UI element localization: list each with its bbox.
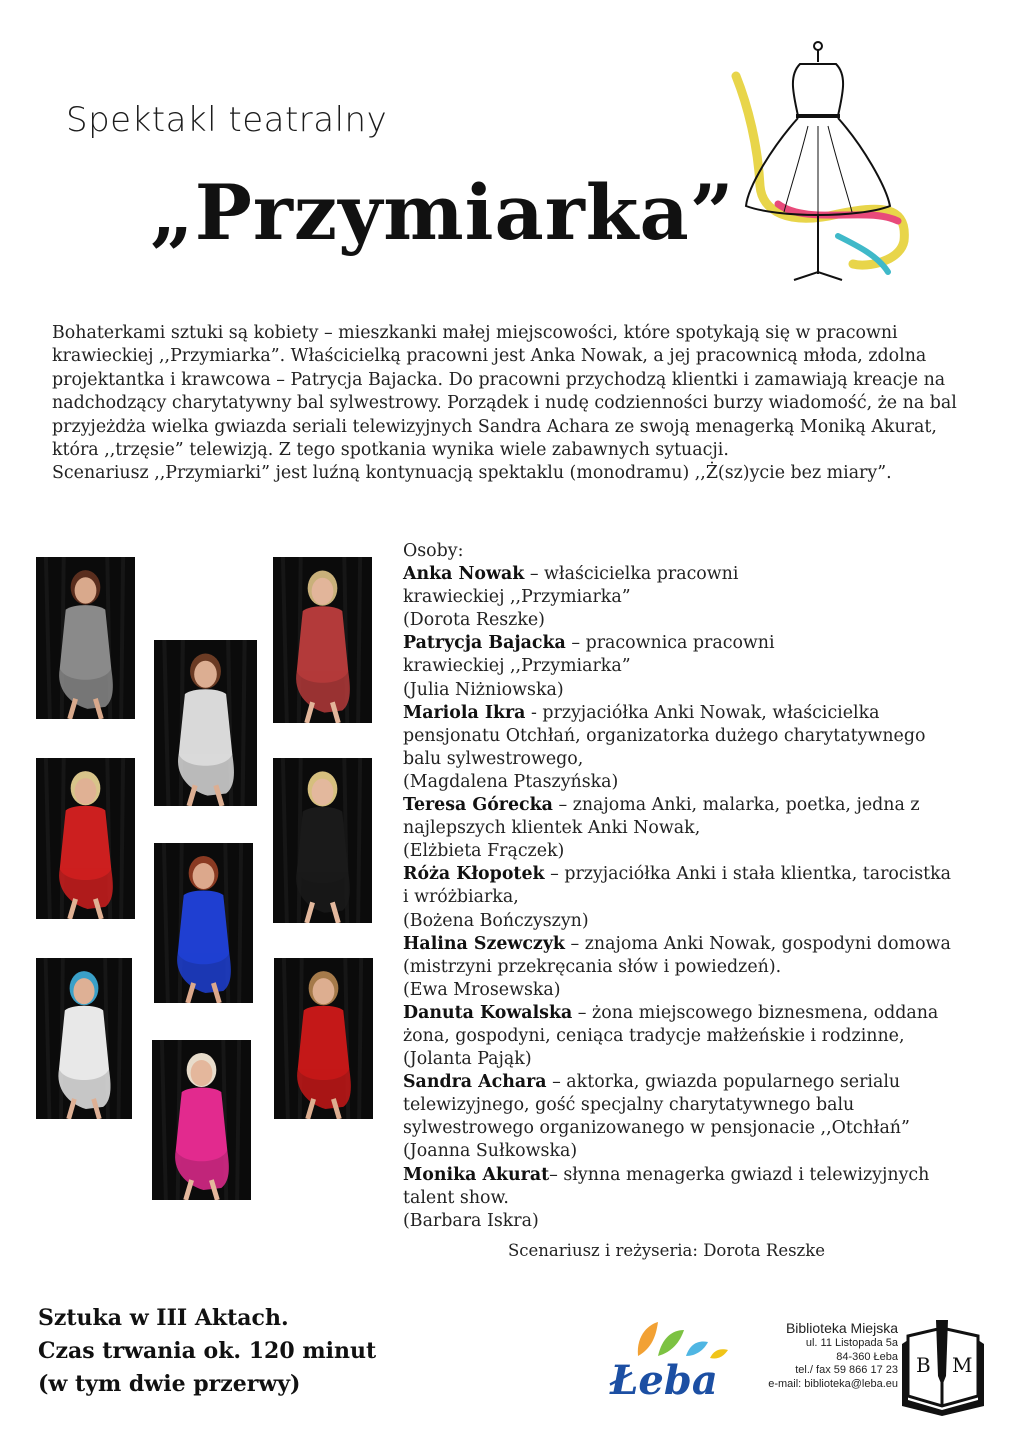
cast-photo-3	[154, 640, 257, 806]
dress-form-illustration	[718, 36, 918, 296]
cast-photo-1	[36, 557, 135, 719]
cast-role-description	[403, 1164, 983, 1210]
cast-actor: (Jolanta Pająk)	[403, 1049, 532, 1070]
cast-photo-4	[36, 758, 135, 919]
leba-logo-text: Łeba	[610, 1357, 718, 1404]
library-logo-letter-b: B	[916, 1353, 931, 1377]
cast-role-desc: – znajoma Anki Nowak, gospodyni domowa (mistrzyni przekręcania słów i powiedzeń).	[403, 933, 951, 977]
cast-role-name: Sandra Achara	[403, 1072, 547, 1093]
cast-photo-5	[273, 758, 372, 923]
cast-role-name: Mariola Ikra	[403, 702, 526, 723]
intermission-info: (w tym dwie przerwy)	[38, 1371, 301, 1397]
cast-role-desc: – przyjaciółka Anki i stała klientka, tarocistka i wróżbiarka,	[403, 864, 952, 908]
cast-role-desc: – aktorka, gwiazda popularnego serialu telewizyjnego, gość specjalny charytatywnego balu sylwestrowego organizowanego w pensjonacie ,,Otchłań”	[403, 1072, 910, 1139]
cast-role-desc: – słynna menagerka gwiazd i telewizyjnych talent show.	[403, 1164, 930, 1208]
leba-logo	[600, 1316, 760, 1404]
subtitle: Spektakl teatralny	[66, 100, 388, 140]
cast-role-description	[403, 794, 983, 840]
cast-photo-6	[154, 843, 253, 1003]
cast-role-description	[403, 933, 983, 979]
cast-role-name: Monika Akurat	[403, 1164, 550, 1185]
cast-role-description	[403, 632, 983, 678]
cast-role	[403, 563, 983, 632]
cast-photo-9	[152, 1040, 251, 1200]
cast-actor: (Magdalena Ptaszyńska)	[403, 771, 619, 792]
intro-paragraph-2: Scenariusz ,,Przymiarki” jest luźną kontynuacją spektaklu (monodramu) ,,Ż(sz)ycie bez miary”.	[52, 463, 892, 484]
cast-actor: (Barbara Iskra)	[403, 1210, 539, 1231]
cast-role-description	[403, 563, 983, 609]
cast-photo-2	[273, 557, 372, 723]
cast-role-desc: – właścicielka pracowni krawieckiej ,,Przymiarka”	[403, 564, 739, 608]
intro-paragraph-1: Bohaterkami sztuki są kobiety – mieszkanki małej miejscowości, które spotykają się w pracowni krawieckiej ,,Przymiarka”. Właścicielką pracowni jest Anka Nowak, a jej pracownicą młoda, zdolna projektantka i krawcowa – Patrycja Bajacka. Do pracowni przychodzą klientki i zamawiają kreacje na nadchodzący charytatywny bal sylwestrowy. Porządek i nudę codzienności burzy wiadomość, że na bal przyjeżdża wielka gwiazda seriali telewizyjnych Sandra Achara ze swoją menagerką Moniką Akurat, która ,,trzęsie” telewizją. Z tego spotkania wynika wiele zabawnych sytuacji.	[52, 323, 957, 461]
cast-role-desc: – znajoma Anki, malarka, poetka, jedna z najlepszych klientek Anki Nowak,	[403, 795, 920, 839]
cast-role-name: Róża Kłopotek	[403, 864, 545, 885]
cast-role-desc: – pracownica pracowni krawieckiej ,,Przymiarka”	[403, 633, 775, 677]
cast-role	[403, 1002, 983, 1071]
cast-photo-7	[36, 958, 132, 1119]
cast-role	[403, 933, 983, 1002]
library-address-city: 84-360 Łeba	[836, 1350, 898, 1363]
cast-role-name: Danuta Kowalska	[403, 1002, 573, 1023]
library-address-street: ul. 11 Listopada 5a	[805, 1337, 898, 1349]
library-bm-logo	[902, 1316, 984, 1416]
cast-roles	[403, 563, 983, 1233]
cast-role	[403, 632, 983, 701]
library-name: Biblioteka Miejska	[785, 1320, 898, 1336]
cast-list	[403, 540, 983, 1233]
cast-role	[403, 794, 983, 863]
duration-info: Czas trwania ok. 120 minut	[38, 1338, 377, 1364]
page-title: „Przymiarka”	[150, 168, 735, 257]
library-phone: tel./ fax 59 866 17 23	[795, 1364, 898, 1376]
cast-actor: (Dorota Reszke)	[403, 610, 545, 631]
cast-role-description	[403, 1071, 983, 1140]
library-email: e-mail: biblioteka@leba.eu	[768, 1377, 898, 1390]
cast-role-desc: - przyjaciółka Anki Nowak, właścicielka pensjonatu Otchłań, organizatorka dużego charytatywnego balu sylwestrowego,	[403, 702, 926, 769]
cast-role	[403, 702, 983, 794]
cast-role-desc: – żona miejscowego biznesmena, oddana żona, gospodyni, ceniąca tradycje małżeńskie i rodzinne,	[403, 1002, 939, 1046]
cast-role	[403, 1071, 983, 1163]
cast-role-name: Teresa Górecka	[403, 795, 553, 816]
cast-role-description	[403, 1002, 983, 1048]
cast-actor: (Elżbieta Frączek)	[403, 841, 565, 862]
cast-actor: (Bożena Bończyszyn)	[403, 910, 589, 931]
director-credit: Scenariusz i reżyseria: Dorota Reszke	[508, 1241, 826, 1260]
cast-role	[403, 863, 983, 932]
intro-text	[52, 322, 982, 486]
performance-info	[38, 1302, 376, 1401]
cast-actor: (Julia Niżniowska)	[403, 679, 564, 700]
cast-actor: (Ewa Mrosewska)	[403, 979, 561, 1000]
cast-actor: (Joanna Sułkowska)	[403, 1141, 578, 1162]
cast-role-name: Anka Nowak	[403, 564, 525, 585]
cast-photo-8	[274, 958, 373, 1119]
acts-info: Sztuka w III Aktach.	[38, 1305, 289, 1331]
cast-role-name: Patrycja Bajacka	[403, 633, 566, 654]
cast-heading: Osoby:	[403, 541, 464, 561]
cast-role	[403, 1164, 983, 1233]
library-logo-letter-m: M	[952, 1353, 973, 1377]
cast-role-description	[403, 863, 983, 909]
cast-role-description	[403, 702, 983, 771]
library-contact	[740, 1319, 898, 1391]
cast-role-name: Halina Szewczyk	[403, 933, 565, 954]
